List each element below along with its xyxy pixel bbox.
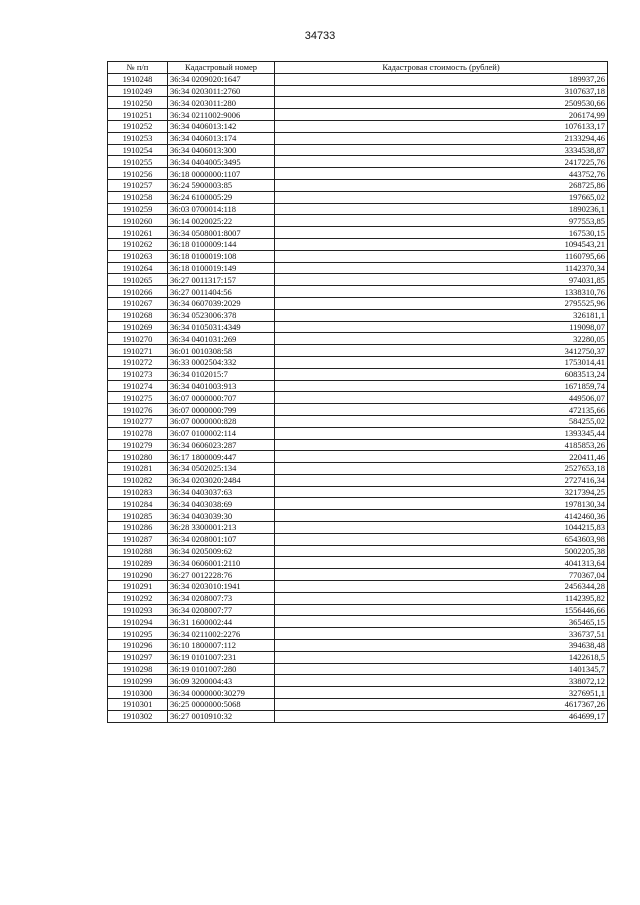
table-row <box>108 616 608 628</box>
row-number-cell: 1910292 <box>108 592 168 604</box>
row-number-cell: 1910295 <box>108 628 168 640</box>
cadastral-value-cell: 584255,02 <box>275 415 608 427</box>
table-body <box>108 73 608 722</box>
cadastral-number-cell: 36:18 0100019:108 <box>168 250 275 262</box>
cadastral-number-cell: 36:25 0000000:5068 <box>168 699 275 711</box>
row-number-cell: 1910281 <box>108 463 168 475</box>
row-number-cell: 1910251 <box>108 109 168 121</box>
table-row <box>108 675 608 687</box>
row-number-cell: 1910293 <box>108 604 168 616</box>
cadastral-number-cell: 36:18 0100009:144 <box>168 238 275 250</box>
cadastral-number-cell: 36:09 3200004:43 <box>168 675 275 687</box>
table-row <box>108 533 608 545</box>
cadastral-value-cell: 206174,99 <box>275 109 608 121</box>
table-row <box>108 687 608 699</box>
cadastral-number-cell: 36:28 3300001:213 <box>168 522 275 534</box>
cadastral-number-cell: 36:34 0508001:8007 <box>168 227 275 239</box>
cadastral-number-cell: 36:17 1800009:447 <box>168 451 275 463</box>
cadastral-value-cell: 3276951,1 <box>275 687 608 699</box>
cadastral-number-cell: 36:33 0002504:332 <box>168 356 275 368</box>
cadastral-number-cell: 36:34 0205009:62 <box>168 545 275 557</box>
cadastral-value-cell: 6083513,24 <box>275 368 608 380</box>
row-number-cell: 1910296 <box>108 640 168 652</box>
row-number-cell: 1910302 <box>108 710 168 722</box>
cadastral-number-cell: 36:27 0010910:32 <box>168 710 275 722</box>
cadastral-number-cell: 36:34 0208007:73 <box>168 592 275 604</box>
table-row <box>108 439 608 451</box>
row-number-cell: 1910253 <box>108 132 168 144</box>
cadastral-value-cell: 119098,07 <box>275 321 608 333</box>
cadastral-value-cell: 1401345,7 <box>275 663 608 675</box>
row-number-cell: 1910286 <box>108 522 168 534</box>
cadastral-value-cell: 977553,85 <box>275 215 608 227</box>
cadastral-value-cell: 443752,76 <box>275 168 608 180</box>
table-row <box>108 215 608 227</box>
table-header <box>108 62 608 74</box>
cadastral-value-cell: 1422618,5 <box>275 651 608 663</box>
cadastral-value-cell: 770367,04 <box>275 569 608 581</box>
cadastral-value-cell: 1338310,76 <box>275 286 608 298</box>
cadastral-number-cell: 36:34 0203020:2484 <box>168 474 275 486</box>
table-row <box>108 97 608 109</box>
table-row <box>108 132 608 144</box>
table-row <box>108 85 608 97</box>
cadastral-number-cell: 36:34 0406013:142 <box>168 120 275 132</box>
cadastral-value-cell: 2133294,46 <box>275 132 608 144</box>
table-row <box>108 404 608 416</box>
cadastral-number-cell: 36:34 0606001:2110 <box>168 557 275 569</box>
table-row <box>108 463 608 475</box>
table-row <box>108 569 608 581</box>
cadastral-number-cell: 36:10 1800007:112 <box>168 640 275 652</box>
cadastral-number-cell: 36:34 0502025:134 <box>168 463 275 475</box>
cadastral-number-cell: 36:14 0020025:22 <box>168 215 275 227</box>
cadastral-value-cell: 2509530,66 <box>275 97 608 109</box>
cadastral-value-cell: 2417225,76 <box>275 156 608 168</box>
row-number-cell: 1910272 <box>108 356 168 368</box>
row-number-cell: 1910248 <box>108 73 168 85</box>
row-number-cell: 1910294 <box>108 616 168 628</box>
row-number-cell: 1910276 <box>108 404 168 416</box>
cadastral-value-cell: 4142460,36 <box>275 510 608 522</box>
row-number-cell: 1910260 <box>108 215 168 227</box>
row-number-cell: 1910269 <box>108 321 168 333</box>
row-number-cell: 1910265 <box>108 274 168 286</box>
cadastral-number-cell: 36:18 0000000:1107 <box>168 168 275 180</box>
row-number-cell: 1910283 <box>108 486 168 498</box>
row-number-cell: 1910297 <box>108 651 168 663</box>
cadastral-number-cell: 36:34 0607039:2029 <box>168 297 275 309</box>
cadastral-value-cell: 6543603,98 <box>275 533 608 545</box>
row-number-cell: 1910277 <box>108 415 168 427</box>
cadastral-value-cell: 2527653,18 <box>275 463 608 475</box>
cadastral-number-cell: 36:27 0011317:157 <box>168 274 275 286</box>
cadastral-number-cell: 36:34 0211002:2276 <box>168 628 275 640</box>
row-number-cell: 1910255 <box>108 156 168 168</box>
row-number-cell: 1910282 <box>108 474 168 486</box>
cadastral-value-cell: 167530,15 <box>275 227 608 239</box>
table-row <box>108 522 608 534</box>
cadastral-value-cell: 2795525,96 <box>275 297 608 309</box>
cadastral-number-cell: 36:07 0000000:707 <box>168 392 275 404</box>
row-number-cell: 1910287 <box>108 533 168 545</box>
table-row <box>108 663 608 675</box>
cadastral-value-cell: 220411,46 <box>275 451 608 463</box>
cadastral-value-cell: 365465,15 <box>275 616 608 628</box>
cadastral-value-cell: 197665,02 <box>275 191 608 203</box>
row-number-cell: 1910250 <box>108 97 168 109</box>
table-row <box>108 368 608 380</box>
row-number-cell: 1910275 <box>108 392 168 404</box>
header-cadastral-value: Кадастровая стоимость (рублей) <box>275 62 608 74</box>
row-number-cell: 1910252 <box>108 120 168 132</box>
cadastral-value-cell: 974031,85 <box>275 274 608 286</box>
cadastral-value-cell: 1044215,83 <box>275 522 608 534</box>
table-row <box>108 628 608 640</box>
cadastral-number-cell: 36:07 0000000:799 <box>168 404 275 416</box>
row-number-cell: 1910291 <box>108 581 168 593</box>
table-row <box>108 262 608 274</box>
cadastral-value-cell: 1556446,66 <box>275 604 608 616</box>
cadastral-number-cell: 36:34 0000000:30279 <box>168 687 275 699</box>
cadastral-value-cell: 1671859,74 <box>275 380 608 392</box>
cadastral-value-cell: 1890236,1 <box>275 203 608 215</box>
cadastral-value-cell: 1393345,44 <box>275 427 608 439</box>
cadastral-value-cell: 4041313,64 <box>275 557 608 569</box>
row-number-cell: 1910261 <box>108 227 168 239</box>
cadastral-value-cell: 1076133,17 <box>275 120 608 132</box>
table-row <box>108 640 608 652</box>
row-number-cell: 1910258 <box>108 191 168 203</box>
table-row <box>108 356 608 368</box>
cadastral-number-cell: 36:27 0012228:76 <box>168 569 275 581</box>
cadastral-number-cell: 36:34 0209020:1647 <box>168 73 275 85</box>
table-row <box>108 144 608 156</box>
table-row <box>108 203 608 215</box>
table-row <box>108 168 608 180</box>
cadastral-value-cell: 268725,86 <box>275 179 608 191</box>
row-number-cell: 1910271 <box>108 345 168 357</box>
table-row <box>108 156 608 168</box>
row-number-cell: 1910264 <box>108 262 168 274</box>
cadastral-number-cell: 36:34 0102015:7 <box>168 368 275 380</box>
table-row <box>108 250 608 262</box>
table-row <box>108 274 608 286</box>
cadastral-value-cell: 326181,1 <box>275 309 608 321</box>
row-number-cell: 1910273 <box>108 368 168 380</box>
cadastral-value-cell: 1094543,21 <box>275 238 608 250</box>
cadastral-value-cell: 5002205,38 <box>275 545 608 557</box>
row-number-cell: 1910288 <box>108 545 168 557</box>
cadastral-value-cell: 4185853,26 <box>275 439 608 451</box>
cadastral-number-cell: 36:34 0406013:174 <box>168 132 275 144</box>
row-number-cell: 1910300 <box>108 687 168 699</box>
cadastral-value-cell: 3334538,87 <box>275 144 608 156</box>
table-row <box>108 109 608 121</box>
cadastral-number-cell: 36:34 0208007:77 <box>168 604 275 616</box>
table-row <box>108 486 608 498</box>
cadastral-value-cell: 1142370,34 <box>275 262 608 274</box>
table-row <box>108 545 608 557</box>
row-number-cell: 1910289 <box>108 557 168 569</box>
cadastral-number-cell: 36:07 0000000:828 <box>168 415 275 427</box>
table-row <box>108 557 608 569</box>
header-row <box>108 62 608 74</box>
cadastral-value-cell: 3412750,37 <box>275 345 608 357</box>
table-row <box>108 415 608 427</box>
cadastral-number-cell: 36:19 0101007:231 <box>168 651 275 663</box>
table-row <box>108 333 608 345</box>
cadastral-value-cell: 1978130,34 <box>275 498 608 510</box>
cadastral-value-cell: 3107637,18 <box>275 85 608 97</box>
row-number-cell: 1910267 <box>108 297 168 309</box>
cadastral-number-cell: 36:24 6100005:29 <box>168 191 275 203</box>
cadastral-value-cell: 2456344,28 <box>275 581 608 593</box>
cadastral-value-cell: 472135,66 <box>275 404 608 416</box>
row-number-cell: 1910279 <box>108 439 168 451</box>
cadastral-value-cell: 1142395,82 <box>275 592 608 604</box>
table-row <box>108 120 608 132</box>
cadastral-value-cell: 338072,12 <box>275 675 608 687</box>
table-row <box>108 179 608 191</box>
cadastral-value-cell: 3217394,25 <box>275 486 608 498</box>
cadastral-number-cell: 36:34 0401003:913 <box>168 380 275 392</box>
cadastral-number-cell: 36:34 0404005:3495 <box>168 156 275 168</box>
row-number-cell: 1910280 <box>108 451 168 463</box>
cadastral-number-cell: 36:34 0401031:269 <box>168 333 275 345</box>
cadastral-value-cell: 32280,05 <box>275 333 608 345</box>
cadastral-value-cell: 1753014,41 <box>275 356 608 368</box>
table-row <box>108 604 608 616</box>
row-number-cell: 1910290 <box>108 569 168 581</box>
row-number-cell: 1910254 <box>108 144 168 156</box>
table-row <box>108 427 608 439</box>
row-number-cell: 1910266 <box>108 286 168 298</box>
cadastral-value-table <box>107 61 608 723</box>
row-number-cell: 1910299 <box>108 675 168 687</box>
cadastral-number-cell: 36:34 0203011:2760 <box>168 85 275 97</box>
table-row <box>108 498 608 510</box>
cadastral-value-cell: 2727416,34 <box>275 474 608 486</box>
table-row <box>108 380 608 392</box>
row-number-cell: 1910284 <box>108 498 168 510</box>
cadastral-number-cell: 36:34 0406013:300 <box>168 144 275 156</box>
table-row <box>108 710 608 722</box>
header-row-number: № п/п <box>108 62 168 74</box>
table-row <box>108 651 608 663</box>
table-row <box>108 699 608 711</box>
table-row <box>108 297 608 309</box>
cadastral-number-cell: 36:34 0203010:1941 <box>168 581 275 593</box>
cadastral-number-cell: 36:34 0606023:287 <box>168 439 275 451</box>
cadastral-value-cell: 4617367,26 <box>275 699 608 711</box>
row-number-cell: 1910278 <box>108 427 168 439</box>
cadastral-value-cell: 336737,51 <box>275 628 608 640</box>
table-row <box>108 191 608 203</box>
row-number-cell: 1910262 <box>108 238 168 250</box>
row-number-cell: 1910268 <box>108 309 168 321</box>
cadastral-number-cell: 36:34 0105031:4349 <box>168 321 275 333</box>
cadastral-number-cell: 36:27 0011404:56 <box>168 286 275 298</box>
row-number-cell: 1910259 <box>108 203 168 215</box>
cadastral-number-cell: 36:07 0100002:114 <box>168 427 275 439</box>
row-number-cell: 1910270 <box>108 333 168 345</box>
table-row <box>108 392 608 404</box>
cadastral-number-cell: 36:34 0403038:69 <box>168 498 275 510</box>
table-row <box>108 73 608 85</box>
row-number-cell: 1910298 <box>108 663 168 675</box>
page-number: 34733 <box>304 30 336 42</box>
row-number-cell: 1910256 <box>108 168 168 180</box>
cadastral-number-cell: 36:34 0203011:280 <box>168 97 275 109</box>
header-cadastral-number: Кадастровый номер <box>168 62 275 74</box>
cadastral-number-cell: 36:34 0211002:9006 <box>168 109 275 121</box>
cadastral-number-cell: 36:01 0010308:58 <box>168 345 275 357</box>
cadastral-value-cell: 464699,17 <box>275 710 608 722</box>
cadastral-number-cell: 36:19 0101007:280 <box>168 663 275 675</box>
cadastral-number-cell: 36:34 0403039:30 <box>168 510 275 522</box>
table-row <box>108 474 608 486</box>
cadastral-value-cell: 394638,48 <box>275 640 608 652</box>
table-row <box>108 451 608 463</box>
cadastral-number-cell: 36:18 0100019:149 <box>168 262 275 274</box>
row-number-cell: 1910285 <box>108 510 168 522</box>
table-row <box>108 345 608 357</box>
table-row <box>108 286 608 298</box>
cadastral-number-cell: 36:03 0700014:118 <box>168 203 275 215</box>
row-number-cell: 1910263 <box>108 250 168 262</box>
cadastral-number-cell: 36:24 5900003:85 <box>168 179 275 191</box>
row-number-cell: 1910301 <box>108 699 168 711</box>
row-number-cell: 1910274 <box>108 380 168 392</box>
cadastral-number-cell: 36:34 0403037:63 <box>168 486 275 498</box>
table-row <box>108 592 608 604</box>
row-number-cell: 1910249 <box>108 85 168 97</box>
cadastral-value-cell: 449506,07 <box>275 392 608 404</box>
cadastral-value-cell: 189937,26 <box>275 73 608 85</box>
table-row <box>108 227 608 239</box>
table-row <box>108 238 608 250</box>
cadastral-number-cell: 36:34 0523006:378 <box>168 309 275 321</box>
table-row <box>108 309 608 321</box>
row-number-cell: 1910257 <box>108 179 168 191</box>
cadastral-value-cell: 1160795,66 <box>275 250 608 262</box>
table-row <box>108 321 608 333</box>
cadastral-number-cell: 36:31 1600002:44 <box>168 616 275 628</box>
table-row <box>108 581 608 593</box>
cadastral-number-cell: 36:34 0208001:107 <box>168 533 275 545</box>
table-row <box>108 510 608 522</box>
